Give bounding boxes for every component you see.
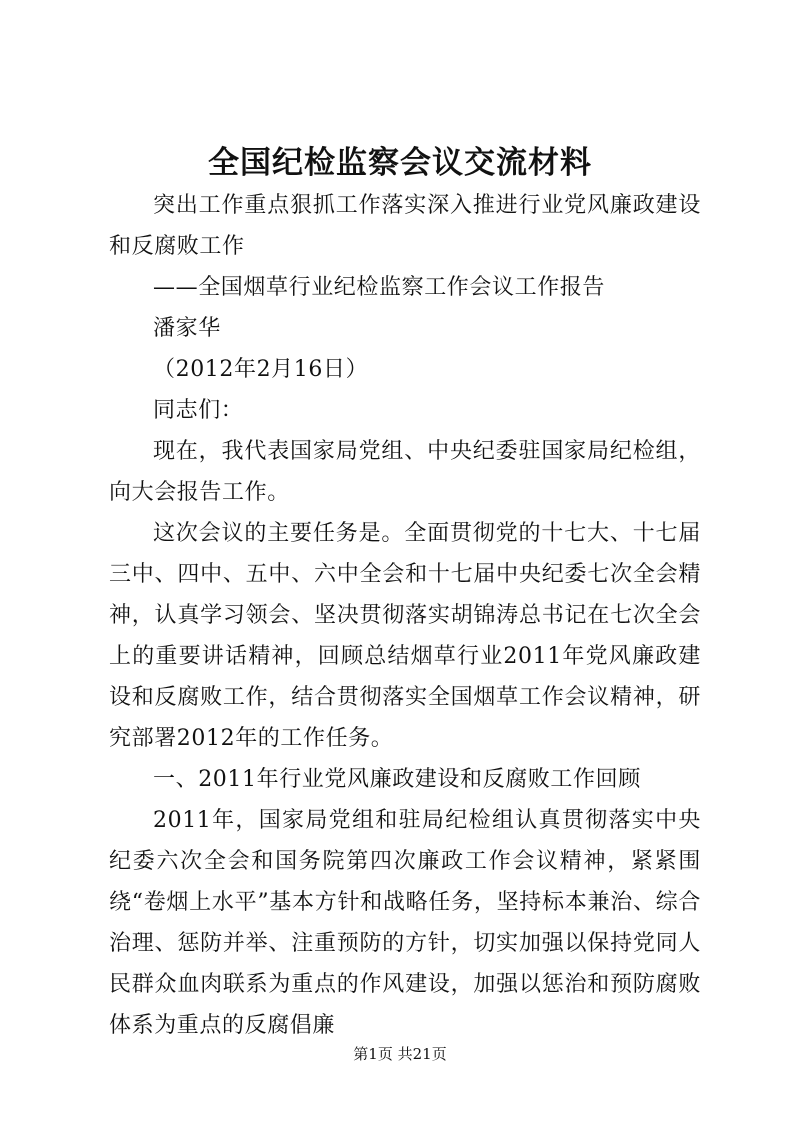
report-title-paragraph: ——全国烟草行业纪检监察工作会议工作报告 [153,275,606,300]
document-title: 全国纪检监察会议交流材料 [208,145,592,181]
author-paragraph: 潘家华 [153,316,221,341]
body-paragraph: 2011年，国家局党组和驻局纪检组认真贯彻落实中央纪委六次全会和国务院第四次廉政工作会议精神，紧紧围绕“卷烟上水平”基本方针和战略任务，坚持标本兼治、综合治理、惩防并举、注重预防的方针，切实加强以保持党同人民群众血肉联系为重点的作风建设，加强以惩治和预防腐败体系为重点的反腐倡廉 [109,808,701,1038]
section-heading: 一、2011年行业党风廉政建设和反腐败工作回顾 [153,767,641,792]
salutation-paragraph: 同志们： [153,398,244,423]
body-paragraph: 这次会议的主要任务是。全面贯彻党的十七大、十七届三中、四中、五中、六中全会和十七届中央纪委七次全会精神，认真学习领会、坚决贯彻落实胡锦涛总书记在七次全会上的重要讲话精神，回顾总结烟草行业2011年党风廉政建设和反腐败工作，结合贯彻落实全国烟草工作会议精神，研究部署2012年的工作任务。 [109,521,701,751]
date-paragraph: （2012年2月16日） [153,357,369,382]
document-body [109,185,701,1046]
body-paragraph: 现在，我代表国家局党组、中央纪委驻国家局纪检组，向大会报告工作。 [109,439,701,505]
subtitle-paragraph: 突出工作重点狠抓工作落实深入推进行业党风廉政建设和反腐败工作 [109,193,701,259]
page-number-footer: 第1页 共21页 [353,1045,447,1063]
